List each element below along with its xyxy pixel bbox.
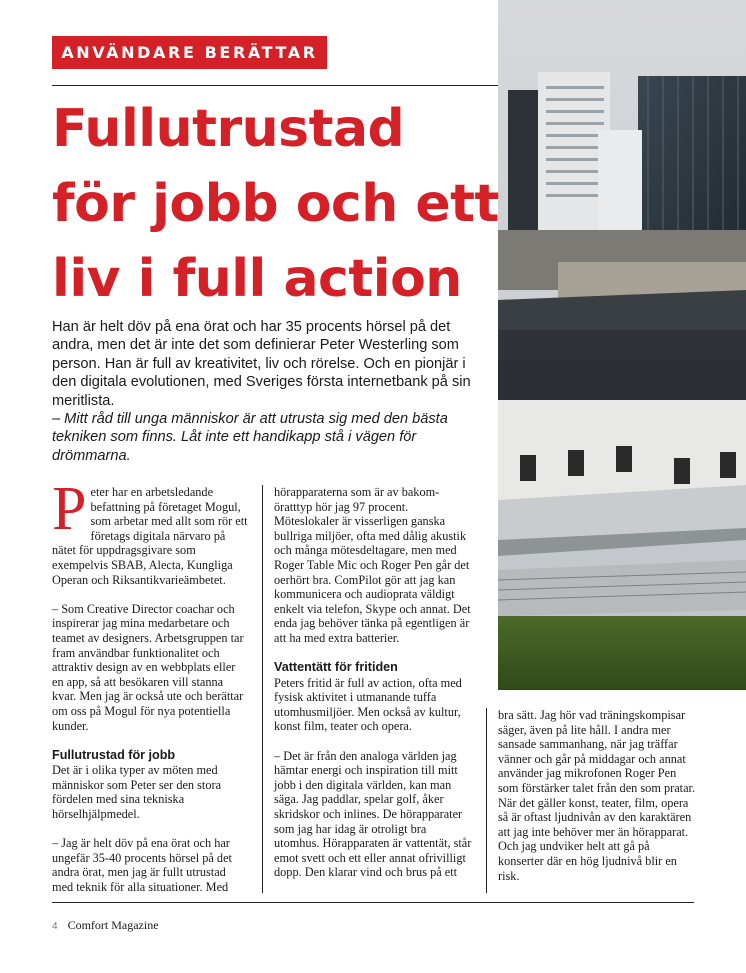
cityscape-photo bbox=[498, 0, 746, 690]
page-number: 4 bbox=[52, 921, 58, 932]
page-footer bbox=[52, 918, 159, 933]
paragraph: – Det är från den analoga världen jag hämtar energi och inspiration till mitt jobb i den digitala världen, kan man säga. Jag paddlar, spelar golf, åker skridskor och inlines. De hörapparater som jag har idag är otroligt bra utomhus. Hörapparaten är vattentät, står emot svett och ett eller annat ofrivilligt dopp. Den klarar vind och brus på ett bbox=[274, 748, 472, 880]
lead-text: Han är helt döv på ena örat och har 35 procents hörsel på det andra, men det är inte det som definierar Peter Westerling som person. Han är full av kreativitet, liv och rörelse. Och en pionjär i den digitala evolutionen, med Sveriges första internetbank på sin meritlista. bbox=[52, 319, 471, 409]
paragraph: – Jag är helt döv på ena örat och har ungefär 35-40 procents hörsel på det andra örat, men jag är fullt utrustad med teknik för alla situationer. Med bbox=[52, 836, 232, 894]
body-column-2 bbox=[274, 485, 474, 880]
article-headline bbox=[52, 92, 502, 317]
paragraph: Peters fritid är full av action, ofta med fysisk aktivitet i utmanande tuffa utomhusmiljöer. Men också av kultur, konst film, teater och opera. bbox=[274, 675, 462, 734]
body-column-1 bbox=[52, 475, 250, 895]
paragraph: bra sätt. Jag hör vad träningskompisar säger, även på lite håll. I andra mer sansade sammanhang, när jag träffar vänner och går på middagar och annat använder jag mikrofonen Roger Pen som förstärker talet från den som pratar. När det gäller konst, teater, film, opera så är oftast ljudnivån av den karaktären att jag inte behöver mer än hörapparat. Och jag undviker helt att gå på konserter där en hög ljudnivå blir en risk. bbox=[498, 708, 696, 883]
drop-cap: P bbox=[52, 475, 87, 543]
paragraph: eter har en arbetsledande befattning på företaget Mogul, som arbetar med allt som rör ett företags digitala närvaro på nätet för uppdragsgivare som exempelvis SBAB, Alecta, Kungliga Operan och Riksantikvarieämbetet. bbox=[52, 485, 248, 587]
article-lead bbox=[52, 318, 492, 465]
lead-quote: – Mitt råd till unga människor är att utrusta sig med den bästa tekniken som finns. Låt inte ett handikapp stå i vägen för drömmarna. bbox=[52, 411, 448, 464]
body-column-3 bbox=[498, 708, 696, 883]
headline-line: liv i full action bbox=[52, 249, 462, 309]
headline-line: Fullutrustad bbox=[52, 99, 405, 159]
headline-line: för jobb och ett bbox=[52, 174, 499, 234]
footer-rule bbox=[52, 902, 694, 903]
paragraph: hörapparaterna som är av bakom-öratttyp hör jag 97 procent. Möteslokaler är visserligen ganska bullriga miljöer, ofta med dålig akustik och många mötesdeltagare, men med Roger Table Mic och Roger Pen går det oerhört bra. ComPilot gör att jag kan kommunicera och audioprata väldigt enkelt via telefon, Skype och annat. Det enda jag behöver tänka på egentligen är att ha med extra batterier. bbox=[274, 485, 471, 645]
subheading: Fullutrustad för jobb bbox=[52, 747, 176, 762]
header-rule bbox=[52, 85, 498, 86]
column-divider bbox=[262, 485, 263, 893]
section-label: ANVÄNDARE BERÄTTAR bbox=[52, 36, 327, 69]
subheading: Vattentätt för fritiden bbox=[274, 660, 398, 675]
magazine-name: Comfort Magazine bbox=[67, 918, 159, 932]
paragraph: Det är i olika typer av möten med människor som Peter ser den stora fördelen med sina tekniska hörselhjälpmedel. bbox=[52, 763, 222, 821]
column-divider bbox=[486, 708, 487, 893]
paragraph: – Som Creative Director coachar och inspirerar jag mina medarbetare och teamet av designers. Arbetsgruppen tar fram användbar funktionalitet och attraktiv design av en webbplats eller en app, så att besökaren vill stanna kvar. Men jag är också ute och berättar om oss på Mogul för nya potentiella kunder. bbox=[52, 601, 244, 733]
